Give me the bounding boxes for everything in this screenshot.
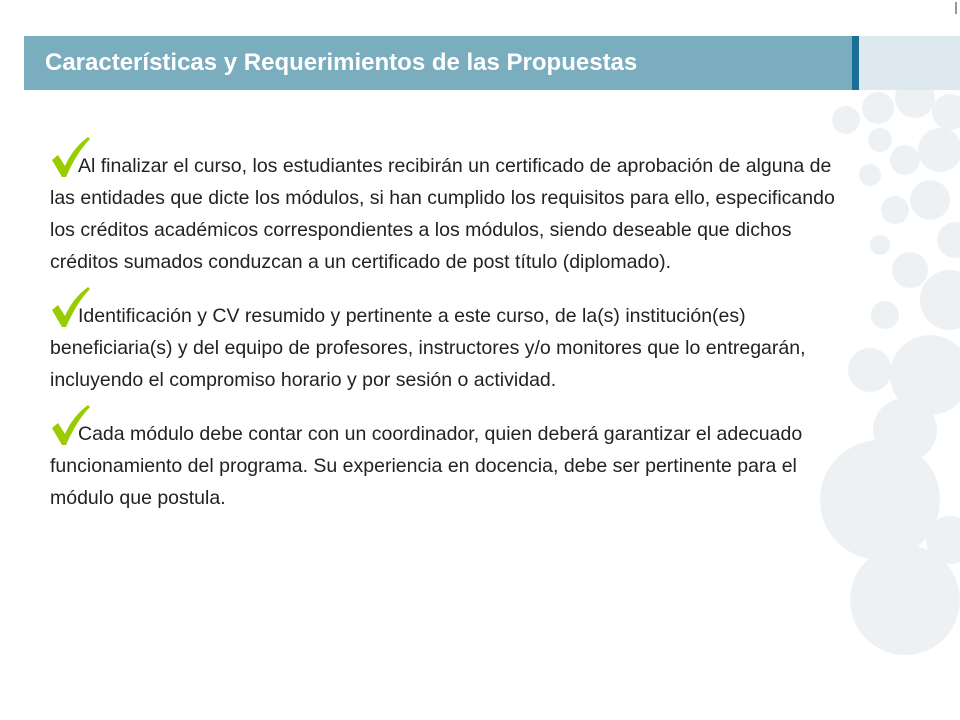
- title-bar-right-panel: [859, 36, 960, 90]
- bullet-item-coordinator: [50, 418, 860, 514]
- corner-mark: [955, 2, 957, 14]
- title-accent-stripe: [852, 36, 859, 90]
- bullet-text: Al finalizar el curso, los estudiantes recibirán un certificado de aprobación de alguna de las entidades que dicte los módulos, si han cumplido los requisitos para ello, especificando los créditos académicos correspondientes a los módulos, siendo deseable que dichos créditos sumados conduzcan a un certificado de post título (diplomado).: [50, 155, 835, 273]
- checkmark-icon: [50, 404, 90, 446]
- checkmark-icon: [50, 136, 90, 178]
- bullet-item-certificate: [50, 150, 860, 278]
- bullet-item-cv: [50, 300, 860, 396]
- bullet-list: [50, 150, 860, 536]
- bullet-text: Cada módulo debe contar con un coordinador, quien deberá garantizar el adecuado funcionamiento del programa. Su experiencia en docencia, debe ser pertinente para el módulo que postula.: [50, 423, 803, 509]
- bullet-text: Identificación y CV resumido y pertinente a este curso, de la(s) institución(es) beneficiaria(s) y del equipo de profesores, instructores y/o monitores que lo entregarán, incluyendo el compromiso horario y por sesión o actividad.: [50, 305, 806, 391]
- checkmark-icon: [50, 286, 90, 328]
- slide-title: Características y Requerimientos de las Propuestas: [45, 49, 638, 76]
